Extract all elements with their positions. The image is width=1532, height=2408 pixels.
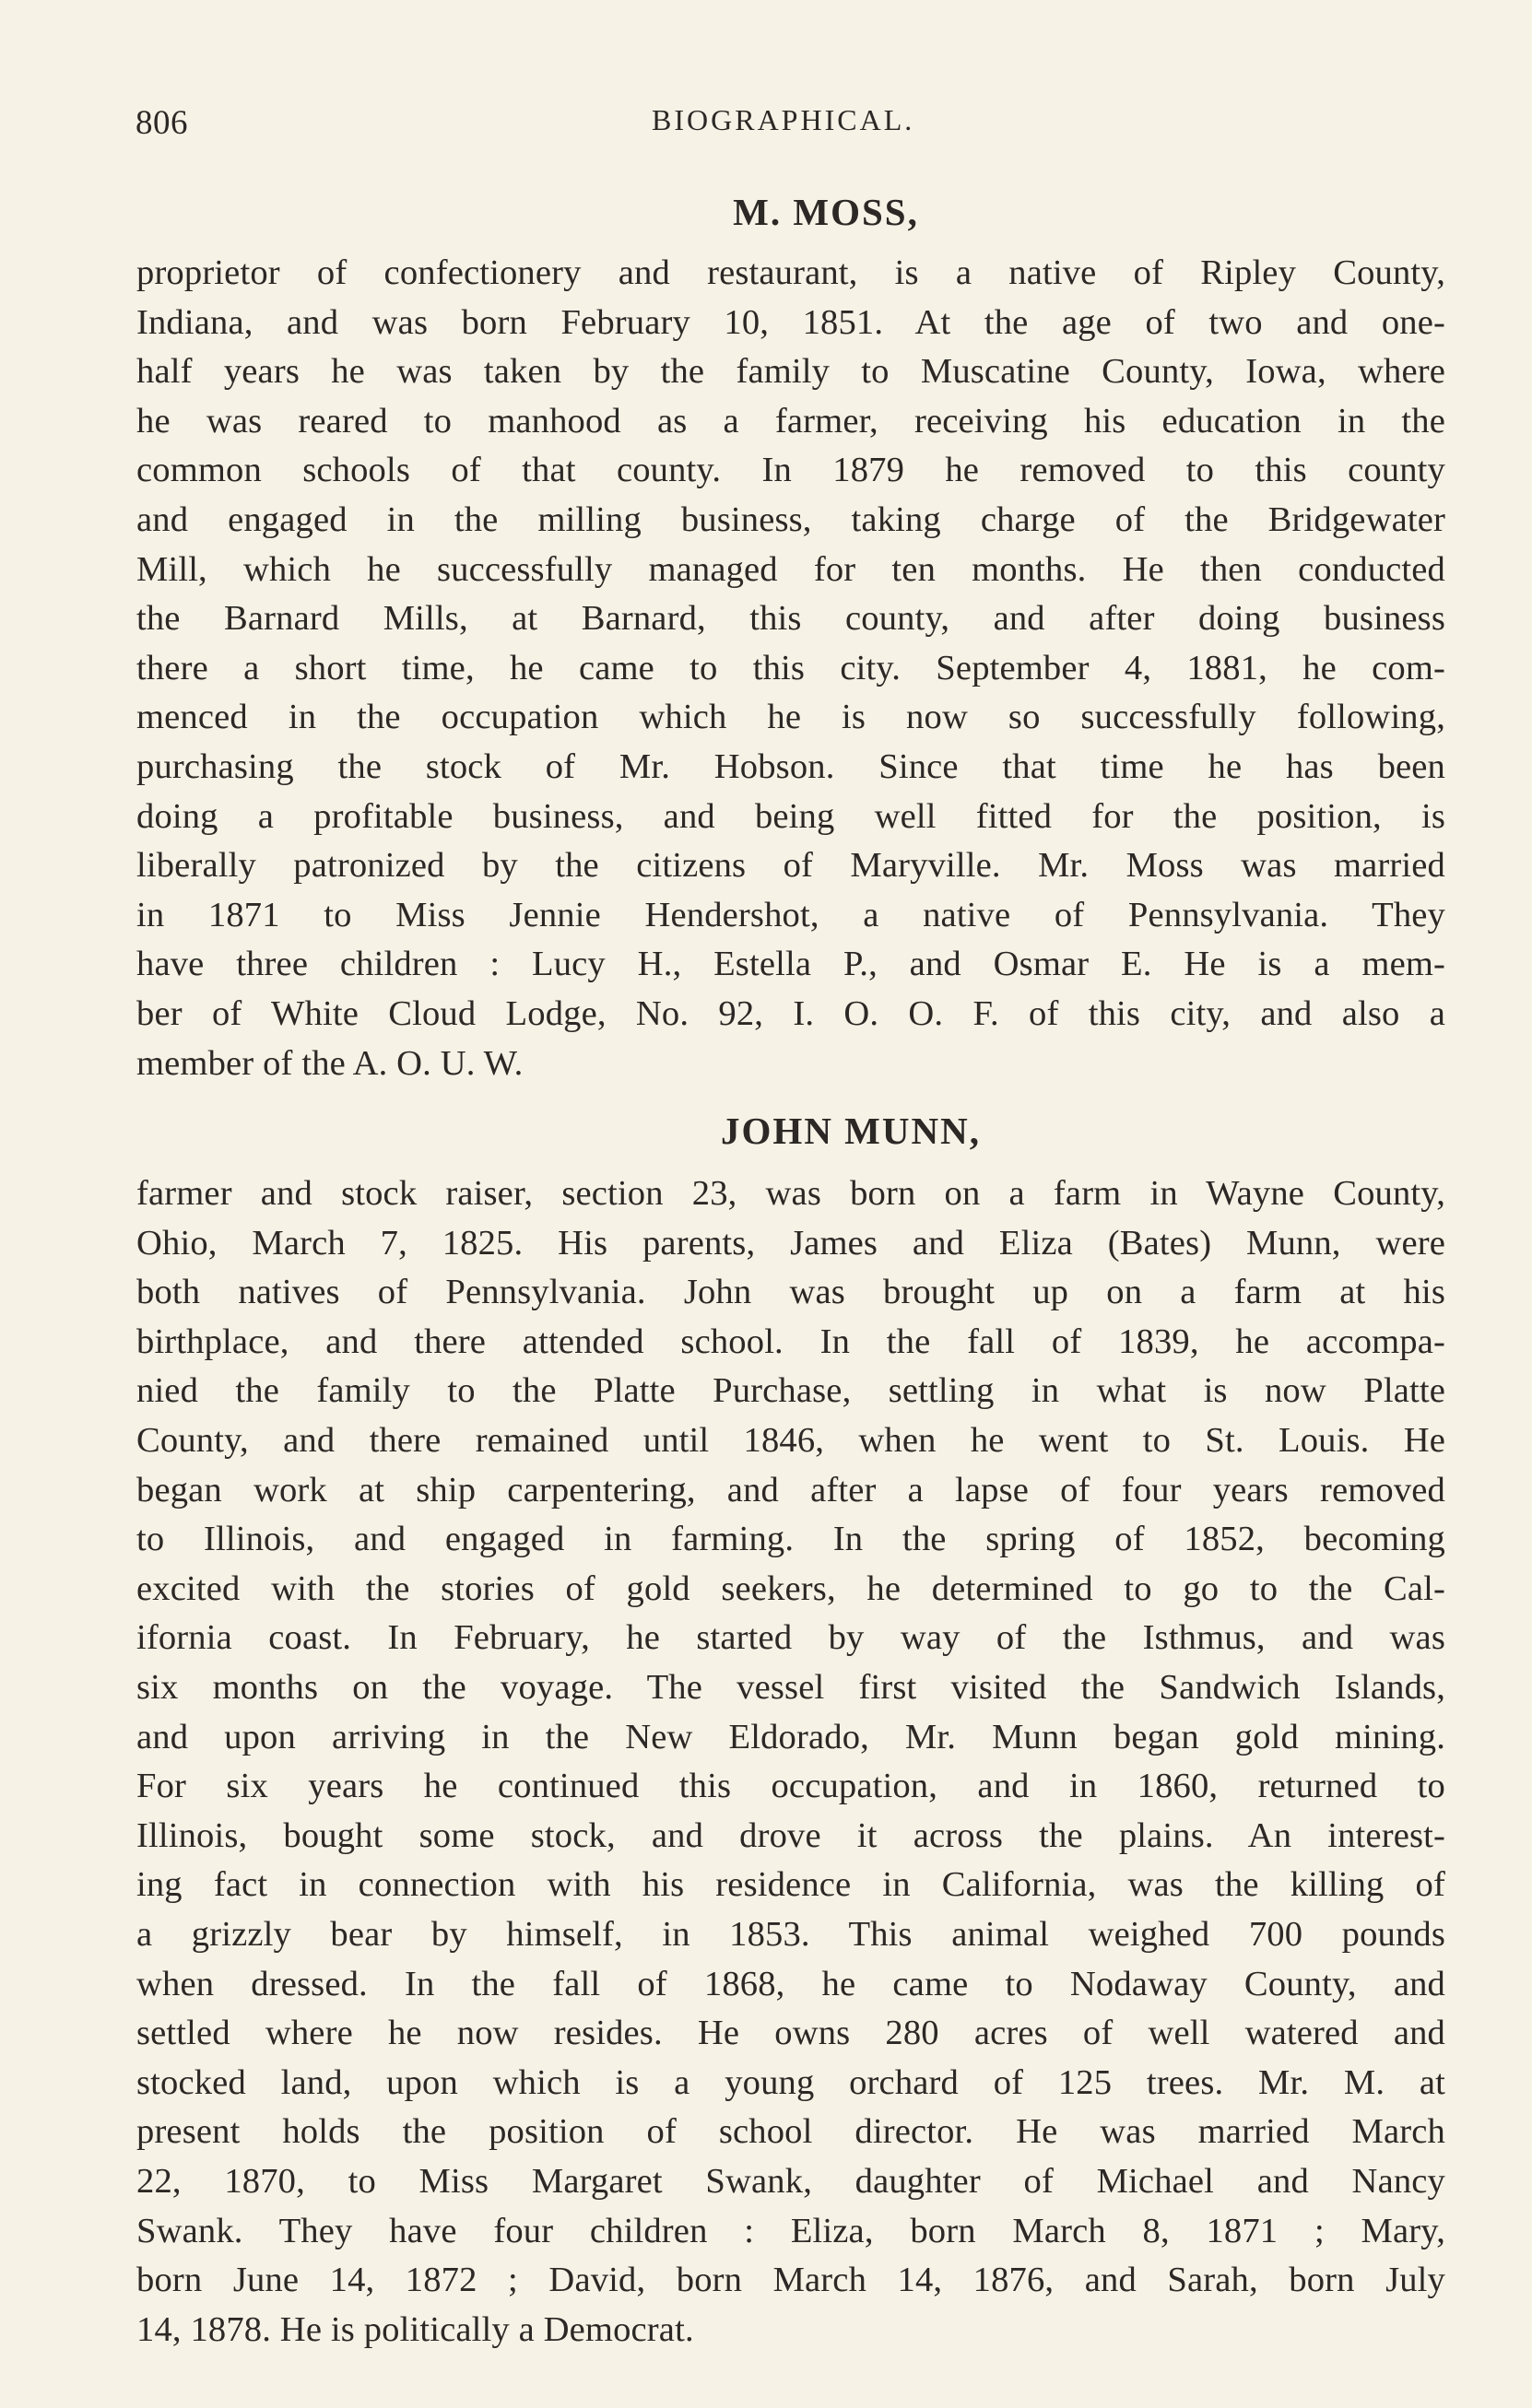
text-line: he was reared to manhood as a farmer, receiving his education in the <box>136 401 1445 440</box>
text-line: born June 14, 1872 ; David, born March 14, 1876, and Sarah, born July <box>136 2261 1445 2300</box>
text-line: ber of White Cloud Lodge, No. 92, I. O. O. F. of this city, and also a <box>136 993 1445 1033</box>
text-line: common schools of that county. In 1879 he removed to this county <box>136 451 1445 490</box>
text-line: menced in the occupation which he is now so successfully following, <box>136 698 1445 737</box>
text-line: Ohio, March 7, 1825. His parents, James and Eliza (Bates) Munn, were <box>136 1223 1445 1263</box>
text-line: Indiana, and was born February 10, 1851. At the age of two and one- <box>136 302 1445 342</box>
text-line: both natives of Pennsylvania. John was brought up on a farm at his <box>136 1273 1445 1312</box>
text-line: doing a profitable business, and being well fitted for the position, is <box>136 796 1445 836</box>
text-line: Swank. They have four children : Eliza, born March 8, 1871 ; Mary, <box>136 2211 1445 2250</box>
text-line: proprietor of confectionery and restaurant, is a native of Ripley County, <box>136 253 1445 292</box>
biography-entry-moss <box>136 175 1445 1088</box>
text-line: and upon arriving in the New Eldorado, Mr. Munn began gold mining. <box>136 1717 1445 1756</box>
text-line: ifornia coast. In February, he started by way of the Isthmus, and was <box>136 1618 1445 1658</box>
page-number: 806 <box>136 104 188 142</box>
text-line: 22, 1870, to Miss Margaret Swank, daughter of Michael and Nancy <box>136 2161 1445 2201</box>
text-line: there a short time, he came to this city. September 4, 1881, he com- <box>136 648 1445 687</box>
text-line: Illinois, bought some stock, and drove it across the plains. An interest- <box>136 1815 1445 1855</box>
text-line: half years he was taken by the family to Muscatine County, Iowa, where <box>136 352 1445 392</box>
text-line: ing fact in connection with his residence in California, was the killing of <box>136 1865 1445 1905</box>
text-line: farmer and stock raiser, section 23, was born on a farm in Wayne County, <box>136 1174 1445 1214</box>
text-line: in 1871 to Miss Jennie Hendershot, a native of Pennsylvania. They <box>136 895 1445 934</box>
text-line: when dressed. In the fall of 1868, he came to Nodaway County, and <box>136 1964 1445 2003</box>
text-line: stocked land, upon which is a young orchard of 125 trees. Mr. M. at <box>136 2062 1445 2102</box>
text-line: birthplace, and there attended school. In the fall of 1839, he accompa- <box>136 1321 1445 1361</box>
text-line: a grizzly bear by himself, in 1853. This animal weighed 700 pounds <box>136 1915 1445 1954</box>
text-line: have three children : Lucy H., Estella P., and Osmar E. He is a mem- <box>136 945 1445 984</box>
entry-title: M. MOSS, <box>733 191 919 233</box>
text-line: liberally patronized by the citizens of Maryville. Mr. Moss was married <box>136 846 1445 886</box>
text-line: and engaged in the milling business, taking charge of the Bridgewater <box>136 499 1445 539</box>
text-line: present holds the position of school director. He was married March <box>136 2112 1445 2152</box>
text-line: purchasing the stock of Mr. Hobson. Since that time he has been <box>136 746 1445 786</box>
text-line: began work at ship carpentering, and after a lapse of four years removed <box>136 1470 1445 1509</box>
biography-entry-munn <box>136 1088 1445 2355</box>
running-title: BIOGRAPHICAL. <box>652 103 915 136</box>
text-line: County, and there remained until 1846, when he went to St. Louis. He <box>136 1421 1445 1461</box>
text-line: 14, 1878. He is politically a Democrat. <box>136 2309 694 2349</box>
text-line: the Barnard Mills, at Barnard, this county, and after doing business <box>136 599 1445 639</box>
entry-body <box>136 1169 1445 2355</box>
text-line: excited with the stories of gold seekers, he determined to go to the Cal- <box>136 1568 1445 1608</box>
text-block <box>136 175 1445 2355</box>
entry-body <box>136 249 1445 1088</box>
text-line: six months on the voyage. The vessel first visited the Sandwich Islands, <box>136 1668 1445 1708</box>
running-head <box>136 103 937 149</box>
text-line: to Illinois, and engaged in farming. In the spring of 1852, becoming <box>136 1520 1445 1559</box>
entry-title: JOHN MUNN, <box>721 1110 981 1153</box>
text-line: nied the family to the Platte Purchase, settling in what is now Platte <box>136 1371 1445 1411</box>
text-line: For six years he continued this occupation, and in 1860, returned to <box>136 1767 1445 1806</box>
text-line: settled where he now resides. He owns 280 acres of well watered and <box>136 2014 1445 2053</box>
text-line: member of the A. O. U. W. <box>136 1043 524 1083</box>
text-line: Mill, which he successfully managed for ten months. He then conducted <box>136 549 1445 589</box>
